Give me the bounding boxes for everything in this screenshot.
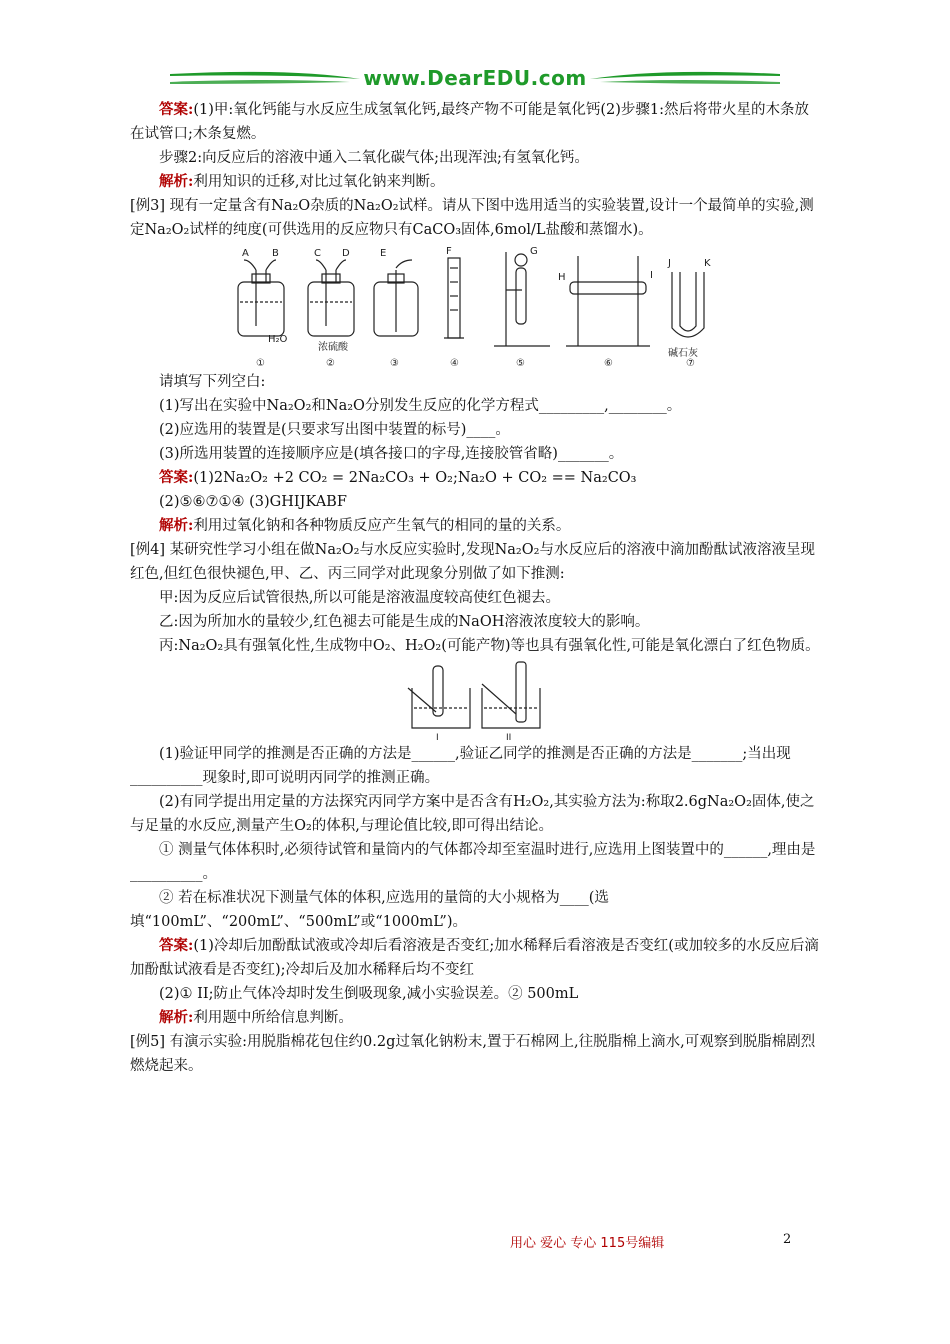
fig-number: ⑦ [686,358,695,369]
fig-letter: A [242,248,249,259]
ex4-question-2a: ① 测量气体体积时,必须待试管和量筒内的气体都冷却至室温时进行,应选用上图装置中的______,理由是__________。 [130,842,816,882]
ex4-answer-1: (1)冷却后加酚酞试液或冷却后看溶液是否变红;加水稀释后看溶液是否变红(或加较多的水反应后滴加酚酞试液看是否变红);冷却后及加水稀释后均不变红 [130,938,819,978]
fig-letter: F [446,246,452,257]
example3-stem: [例3] 现有一定量含有Na₂O杂质的Na₂O₂试样。请从下图中选用适当的实验装置,设计一个最简单的实验,测定Na₂O₂试样的纯度(可供选用的反应物只有CaCO₃固体,6mol/L盐酸和蒸馏水)。 [130,198,814,238]
fig-letter: D [342,248,350,259]
ex4-analysis [130,1006,820,1030]
ex3-analysis [130,514,820,538]
fig-number: ③ [390,358,399,369]
fig-label-water: H₂O [268,334,288,345]
apparatus-figure [130,242,820,370]
ex4-question-2b: ② 若在标准状况下测量气体的体积,应选用的量筒的大小规格为____(选填“100mL”、“200mL”、“500mL”或“1000mL”)。 [130,890,609,930]
question-2: (2)应选用的装置是(只要求写出图中装置的标号)____。 [159,422,510,438]
answer-label: 答案: [159,937,194,954]
answer-step2: 步骤2:向反应后的溶液中通入二氧化碳气体;出现浑浊;有氢氧化钙。 [159,150,589,166]
fig-number: ⑥ [604,358,613,369]
site-header [170,62,780,96]
ex3-analysis-text: 利用过氧化钠和各种物质反应产生氧气的相同的量的关系。 [193,518,571,534]
ex4-answer [130,934,820,982]
fig-label-soda-lime: 碱石灰 [668,348,698,359]
beaker-label-2: II [506,733,512,742]
analysis-label: 解析: [159,173,194,190]
ex4-question-2: (2)有同学提出用定量的方法探究丙同学方案中是否含有H₂O₂,其实验方法为:称取2.6gNa₂O₂固体,使之与足量的水反应,测量产生O₂的体积,与理论值比较,即可得出结论。 [130,794,815,834]
fig-number: ② [326,358,335,369]
fig-letter: E [380,248,387,259]
document-body [130,98,820,1078]
ex4-answer-2: (2)① II;防止气体冷却时发生倒吸现象,减小实验误差。② 500mL [159,986,579,1002]
fig-letter: G [530,246,538,257]
fig-number: ① [256,358,265,369]
answer-label: 答案: [159,101,194,118]
ex4-question-1: (1)验证甲同学的推测是否正确的方法是______,验证乙同学的推测是否正确的方法是_______;当出现__________现象时,即可说明丙同学的推测正确。 [130,746,791,786]
answer-paragraph [130,98,820,146]
apparatus-diagram [130,242,820,370]
fig-number: ⑤ [516,358,525,369]
answer-label: 答案: [159,469,194,486]
fig-label-acid: 浓硫酸 [318,342,348,353]
ex3-answer-2: (2)⑤⑥⑦①④ (3)GHIJKABF [159,494,347,510]
fig-letter: I [650,270,653,281]
hypothesis-bing: 丙:Na₂O₂具有强氧化性,生成物中O₂、H₂O₂(可能产物)等也具有强氧化性,可能是氧化漂白了红色物质。 [159,638,820,654]
question-1: (1)写出在实验中Na₂O₂和Na₂O分别发生反应的化学方程式_________,________。 [159,398,682,414]
ex4-analysis-text: 利用题中所给信息判断。 [193,1010,353,1026]
ex3-answer-1: (1)2Na₂O₂ +2 CO₂ = 2Na₂CO₃ + O₂;Na₂O + CO₂ == Na₂CO₃ [193,470,637,486]
hypothesis-yi: 乙:因为所加水的量较少,红色褪去可能是生成的NaOH溶液浓度较大的影响。 [159,614,650,630]
analysis-paragraph [130,170,820,194]
beaker-label-1: I [436,733,439,742]
fig-letter: J [668,258,671,269]
hypothesis-jia: 甲:因为反应后试管很热,所以可能是溶液温度较高使红色褪去。 [159,590,560,606]
example5-stem: [例5] 有演示实验:用脱脂棉花包住约0.2g过氧化钠粉末,置于石棉网上,往脱脂棉上滴水,可观察到脱脂棉剧烈燃烧起来。 [130,1034,816,1074]
fig-letter: B [272,248,279,259]
example4-stem: [例4] 某研究性学习小组在做Na₂O₂与水反应实验时,发现Na₂O₂与水反应后的溶液中滴加酚酞试液溶液呈现红色,但红色很快褪色,甲、乙、丙三同学对此现象分别做了如下推测: [130,542,815,582]
analysis-label: 解析: [159,1009,194,1026]
analysis-text: 利用知识的迁移,对比过氧化钠来判断。 [193,174,445,190]
fill-prompt: 请填写下列空白: [159,374,266,390]
page-number: 2 [783,1232,792,1247]
fig-letter: C [314,248,321,259]
question-3: (3)所选用装置的连接顺序应是(填各接口的字母,连接胶管省略)_______。 [159,446,624,462]
beaker-figure [130,658,820,742]
ex3-answer [130,466,820,490]
analysis-label: 解析: [159,517,194,534]
site-logo-text[interactable]: www.DearEDU.com [363,66,587,90]
fig-number: ④ [450,358,459,369]
answer-text: (1)甲:氧化钙能与水反应生成氢氧化钙,最终产物不可能是氧化钙(2)步骤1:然后将带火星的木条放在试管口;木条复燃。 [130,102,810,142]
page-footer: 用心 爱心 专心 115号编辑 [510,1236,665,1251]
fig-letter: H [558,272,566,283]
fig-letter: K [704,258,711,269]
beaker-diagram [130,658,820,742]
